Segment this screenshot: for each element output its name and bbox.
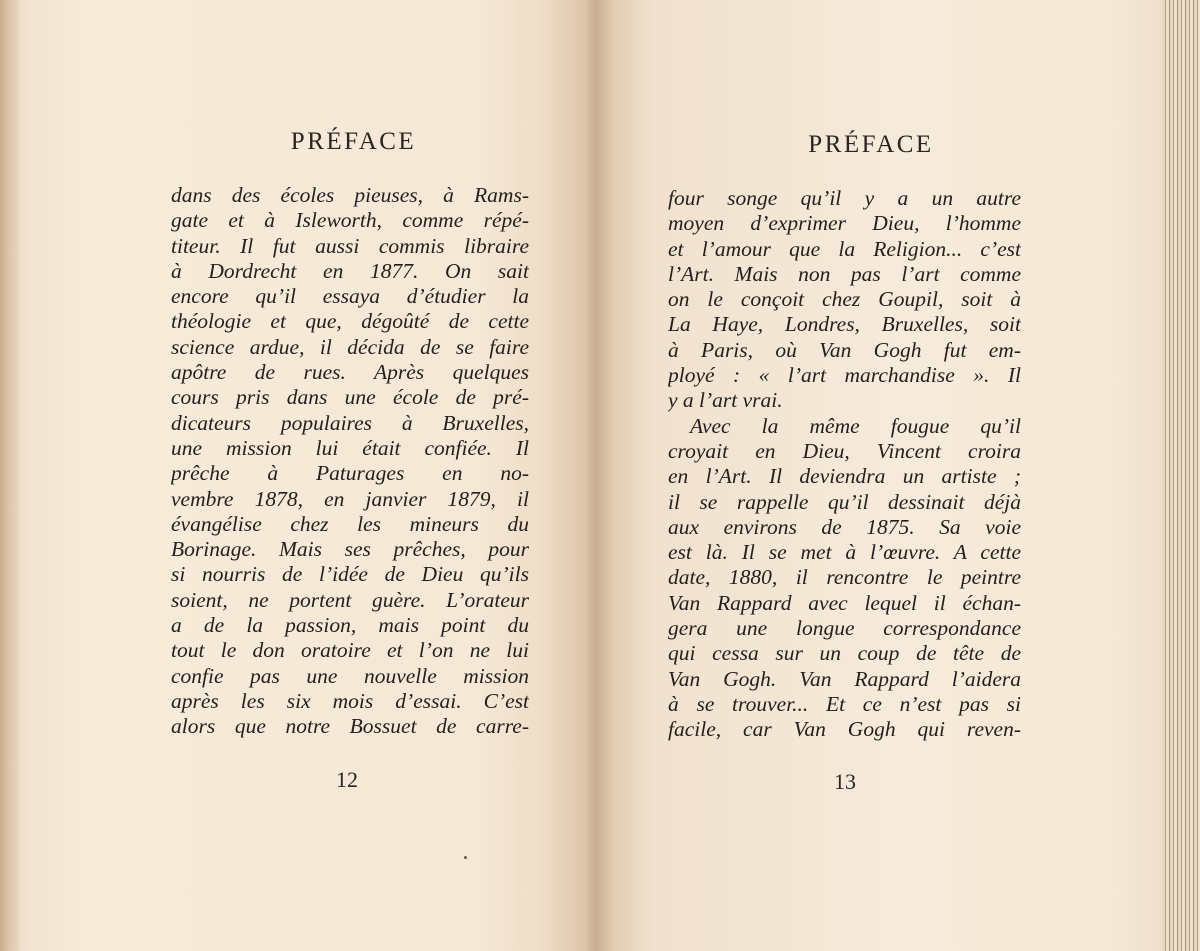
text-line: apôtre de rues. Après quelques xyxy=(171,360,529,385)
left-running-head: PRÉFACE xyxy=(290,128,417,155)
text-line: à Dordrecht en 1877. On sait xyxy=(171,258,529,283)
text-line: vembre 1878, en janvier 1879, il xyxy=(171,486,529,511)
text-line: a de la passion, mais point du xyxy=(171,613,529,638)
text-line: après les six mois d’essai. C’est xyxy=(171,688,529,713)
text-line: moyen d’exprimer Dieu, l’homme xyxy=(668,211,1021,236)
left-page xyxy=(0,0,596,951)
text-line: science ardue, il décida de se faire xyxy=(171,334,529,359)
text-line: et l’amour que la Religion... c’est xyxy=(668,236,1021,261)
text-line: titeur. Il fut aussi commis libraire xyxy=(171,233,529,258)
text-line: gera une longue correspondance xyxy=(668,616,1021,641)
text-line: si nourris de l’idée de Dieu qu’ils xyxy=(171,562,529,587)
text-line: l’Art. Mais non pas l’art comme xyxy=(668,261,1021,286)
text-line: on le conçoit chez Goupil, soit à xyxy=(668,287,1021,312)
text-line: La Haye, Londres, Bruxelles, soit xyxy=(668,312,1021,337)
paper-speck xyxy=(464,856,467,859)
text-line: tout le don oratoire et l’on ne lui xyxy=(171,638,529,663)
text-line: date, 1880, il rencontre le peintre xyxy=(668,565,1021,590)
text-line: évangélise chez les mineurs du xyxy=(171,511,529,536)
text-line: alors que notre Bossuet de carre- xyxy=(171,714,529,739)
right-running-head: PRÉFACE xyxy=(808,131,934,158)
text-line: prêche à Paturages en no- xyxy=(171,461,529,486)
right-page-number: 13 xyxy=(834,769,856,794)
left-body-text xyxy=(171,183,529,740)
text-line: soient, ne portent guère. L’orateur xyxy=(171,587,529,612)
text-line: cours pris dans une école de pré- xyxy=(171,385,529,410)
text-line: Borinage. Mais ses prêches, pour xyxy=(171,537,529,562)
text-line: en l’Art. Il deviendra un artiste ; xyxy=(668,464,1021,489)
text-line: confie pas une nouvelle mission xyxy=(171,663,529,688)
text-line: y a l’art vrai. xyxy=(668,388,783,413)
text-line: dicateurs populaires à Bruxelles, xyxy=(171,410,529,435)
left-page-edge xyxy=(0,0,20,951)
text-line: qui cessa sur un coup de tête de xyxy=(668,641,1021,666)
left-page-number: 12 xyxy=(336,767,358,792)
text-line: Avec la même fougue qu’il xyxy=(690,413,1021,438)
text-line: à se trouver... Et ce n’est pas si xyxy=(668,691,1021,716)
text-line: gate et à Isleworth, comme répé- xyxy=(171,208,529,233)
text-line: est là. Il se met à l’œuvre. A cette xyxy=(668,540,1021,565)
text-line: croyait en Dieu, Vincent croira xyxy=(668,438,1021,463)
text-line: four songe qu’il y a un autre xyxy=(668,186,1021,210)
text-line: une mission lui était confiée. Il xyxy=(171,435,529,460)
page-block-edges xyxy=(1162,0,1200,951)
right-page xyxy=(596,0,1162,951)
text-line: il se rappelle qu’il dessinait déjà xyxy=(668,489,1021,514)
text-line: ployé : « l’art marchandise ». Il xyxy=(668,363,1021,388)
right-body-text xyxy=(668,186,1021,743)
text-line: à Paris, où Van Gogh fut em- xyxy=(668,337,1021,362)
text-line: Van Gogh. Van Rappard l’aidera xyxy=(668,666,1021,691)
text-line: Van Rappard avec lequel il échan- xyxy=(668,590,1021,615)
text-line: dans des écoles pieuses, à Rams- xyxy=(171,183,529,207)
text-line: encore qu’il essaya d’étudier la xyxy=(171,284,529,309)
text-line: aux environs de 1875. Sa voie xyxy=(668,514,1021,539)
text-line: théologie et que, dégoûté de cette xyxy=(171,309,529,334)
text-line: facile, car Van Gogh qui reven- xyxy=(668,717,1021,742)
